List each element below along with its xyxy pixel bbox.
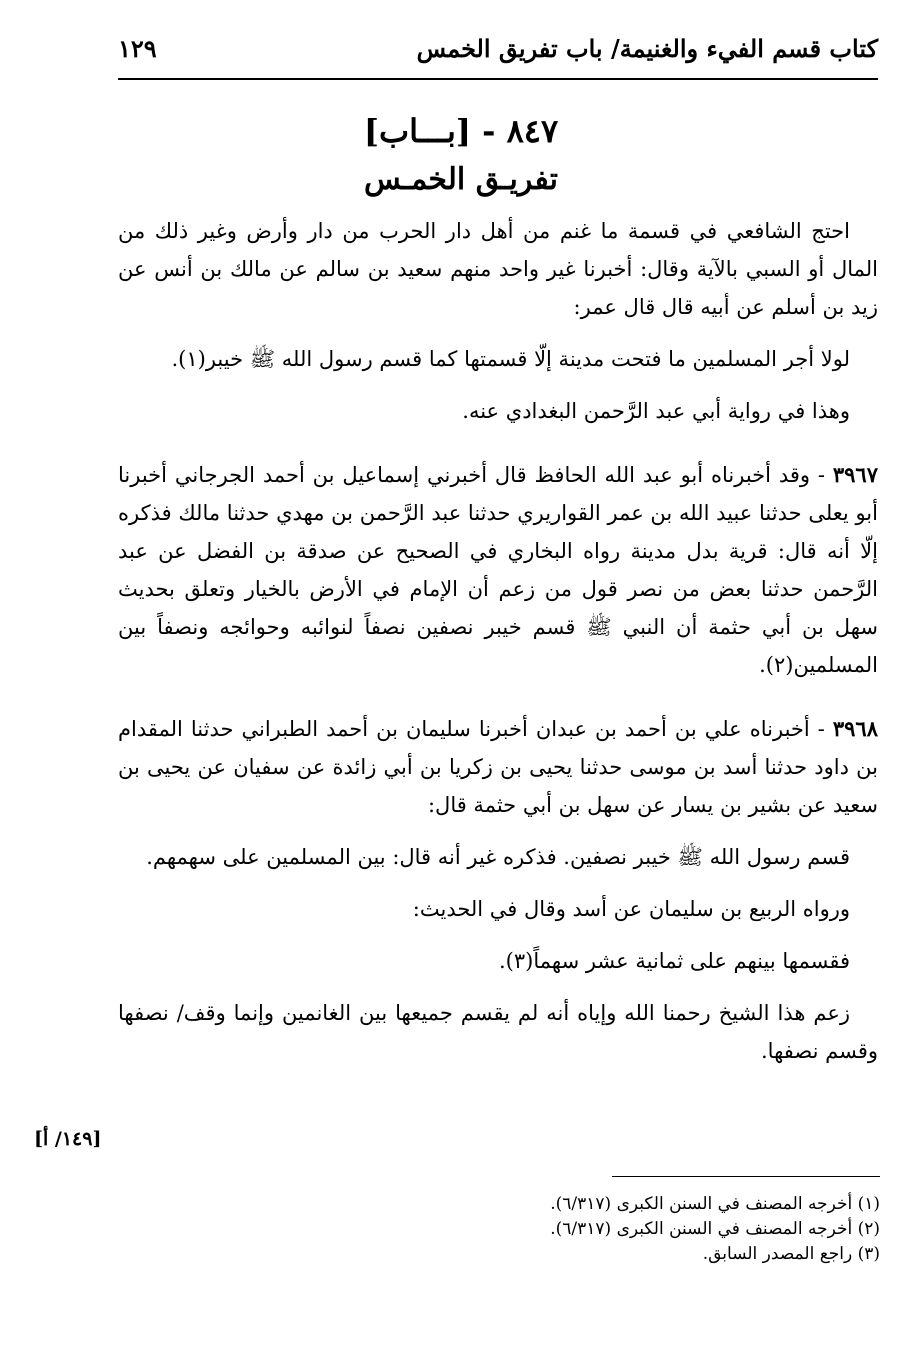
footnotes (440, 1192, 880, 1267)
paragraph-hadith-3967 (118, 456, 878, 684)
chapter-number: ٨٤٧ - [بـــاب] (363, 112, 559, 150)
paragraph-hadith-3968 (118, 710, 878, 824)
paragraph-intro: احتج الشافعي في قسمة ما غنم من أهل دار الحرب من دار وأرض وغير ذلك من المال أو السبي بالآية وقال: أخبرنا غير واحد منهم سعيد بن سالم عن مالك بن أنس عن زيد بن أسلم عن أبيه قال قال عمر: (118, 219, 878, 319)
hadith-text: - أخبرناه علي بن أحمد بن عبدان أخبرنا سليمان بن أحمد الطبراني حدثنا المقدام بن داود حدثنا أسد بن موسى حدثنا يحيى بن زكريا بن أبي زائدة عن سفيان عن يحيى بن سعيد عن بشير بن يسار عن سهل بن أبي حثمة قال: (118, 717, 878, 817)
footnote: (٢) أخرجه المصنف في السنن الكبرى (٦/٣١٧). (550, 1219, 880, 1239)
running-head-title: كتاب قسم الفيء والغنيمة/ باب تفريق الخمس (416, 34, 878, 63)
footnote: (١) أخرجه المصنف في السنن الكبرى (٦/٣١٧). (550, 1194, 880, 1214)
chapter-title: تفريـق الخمـس (364, 162, 558, 197)
paragraph-quote: لولا أجر المسلمين ما فتحت مدينة إلّا قسمتها كما قسم رسول الله ﷺ خيبر(١). (171, 347, 850, 371)
paragraph-rabi-narration: ورواه الربيع بن سليمان عن أسد وقال في الحديث: (412, 897, 850, 921)
footnote: (٣) راجع المصدر السابق. (702, 1244, 880, 1264)
manuscript-folio-marker: [١٤٩/ أ] (34, 1128, 102, 1150)
paragraph-narration-note: وهذا في رواية أبي عبد الرَّحمن البغدادي عنه. (462, 399, 850, 423)
main-text (118, 212, 878, 1070)
header-rule (118, 78, 878, 80)
paragraph-commentary: زعم هذا الشيخ رحمنا الله وإياه أنه لم يقسم جميعها بين الغانمين وإنما وقف/ نصفها وقسم نصفها. (118, 1001, 878, 1063)
page-number: ١٢٩ (118, 34, 157, 63)
hadith-number: ٣٩٦٧ (832, 462, 878, 487)
hadith-number: ٣٩٦٨ (832, 716, 878, 741)
footnote-rule (612, 1176, 880, 1177)
hadith-text: - وقد أخبرناه أبو عبد الله الحافظ قال أخبرني إسماعيل بن أحمد الجرجاني أخبرنا أبو يعلى حدثنا عبيد الله بن عمر القواريري حدثنا عبد الرَّحمن بن مهدي حدثنا مالك فذكره إلّا أنه قال: قرية بدل مدينة رواه البخاري في الصحيح عن صدقة بن الفضل عن عبد الرَّحمن حدثنا بعض من نصر قول من زعم أن الإمام في الأرض بالخيار وتعلق بحديث سهل بن أبي حثمة أن النبي ﷺ قسم خيبر نصفين نصفاً لنوائبه وحوائجه ونصفاً بين المسلمين(٢). (118, 463, 878, 677)
running-head (118, 34, 878, 74)
paragraph-hadith-text: قسم رسول الله ﷺ خيبر نصفين. فذكره غير أنه قال: بين المسلمين على سهمهم. (146, 845, 850, 869)
paragraph-division: فقسمها بينهم على ثمانية عشر سهماً(٣). (499, 949, 850, 973)
